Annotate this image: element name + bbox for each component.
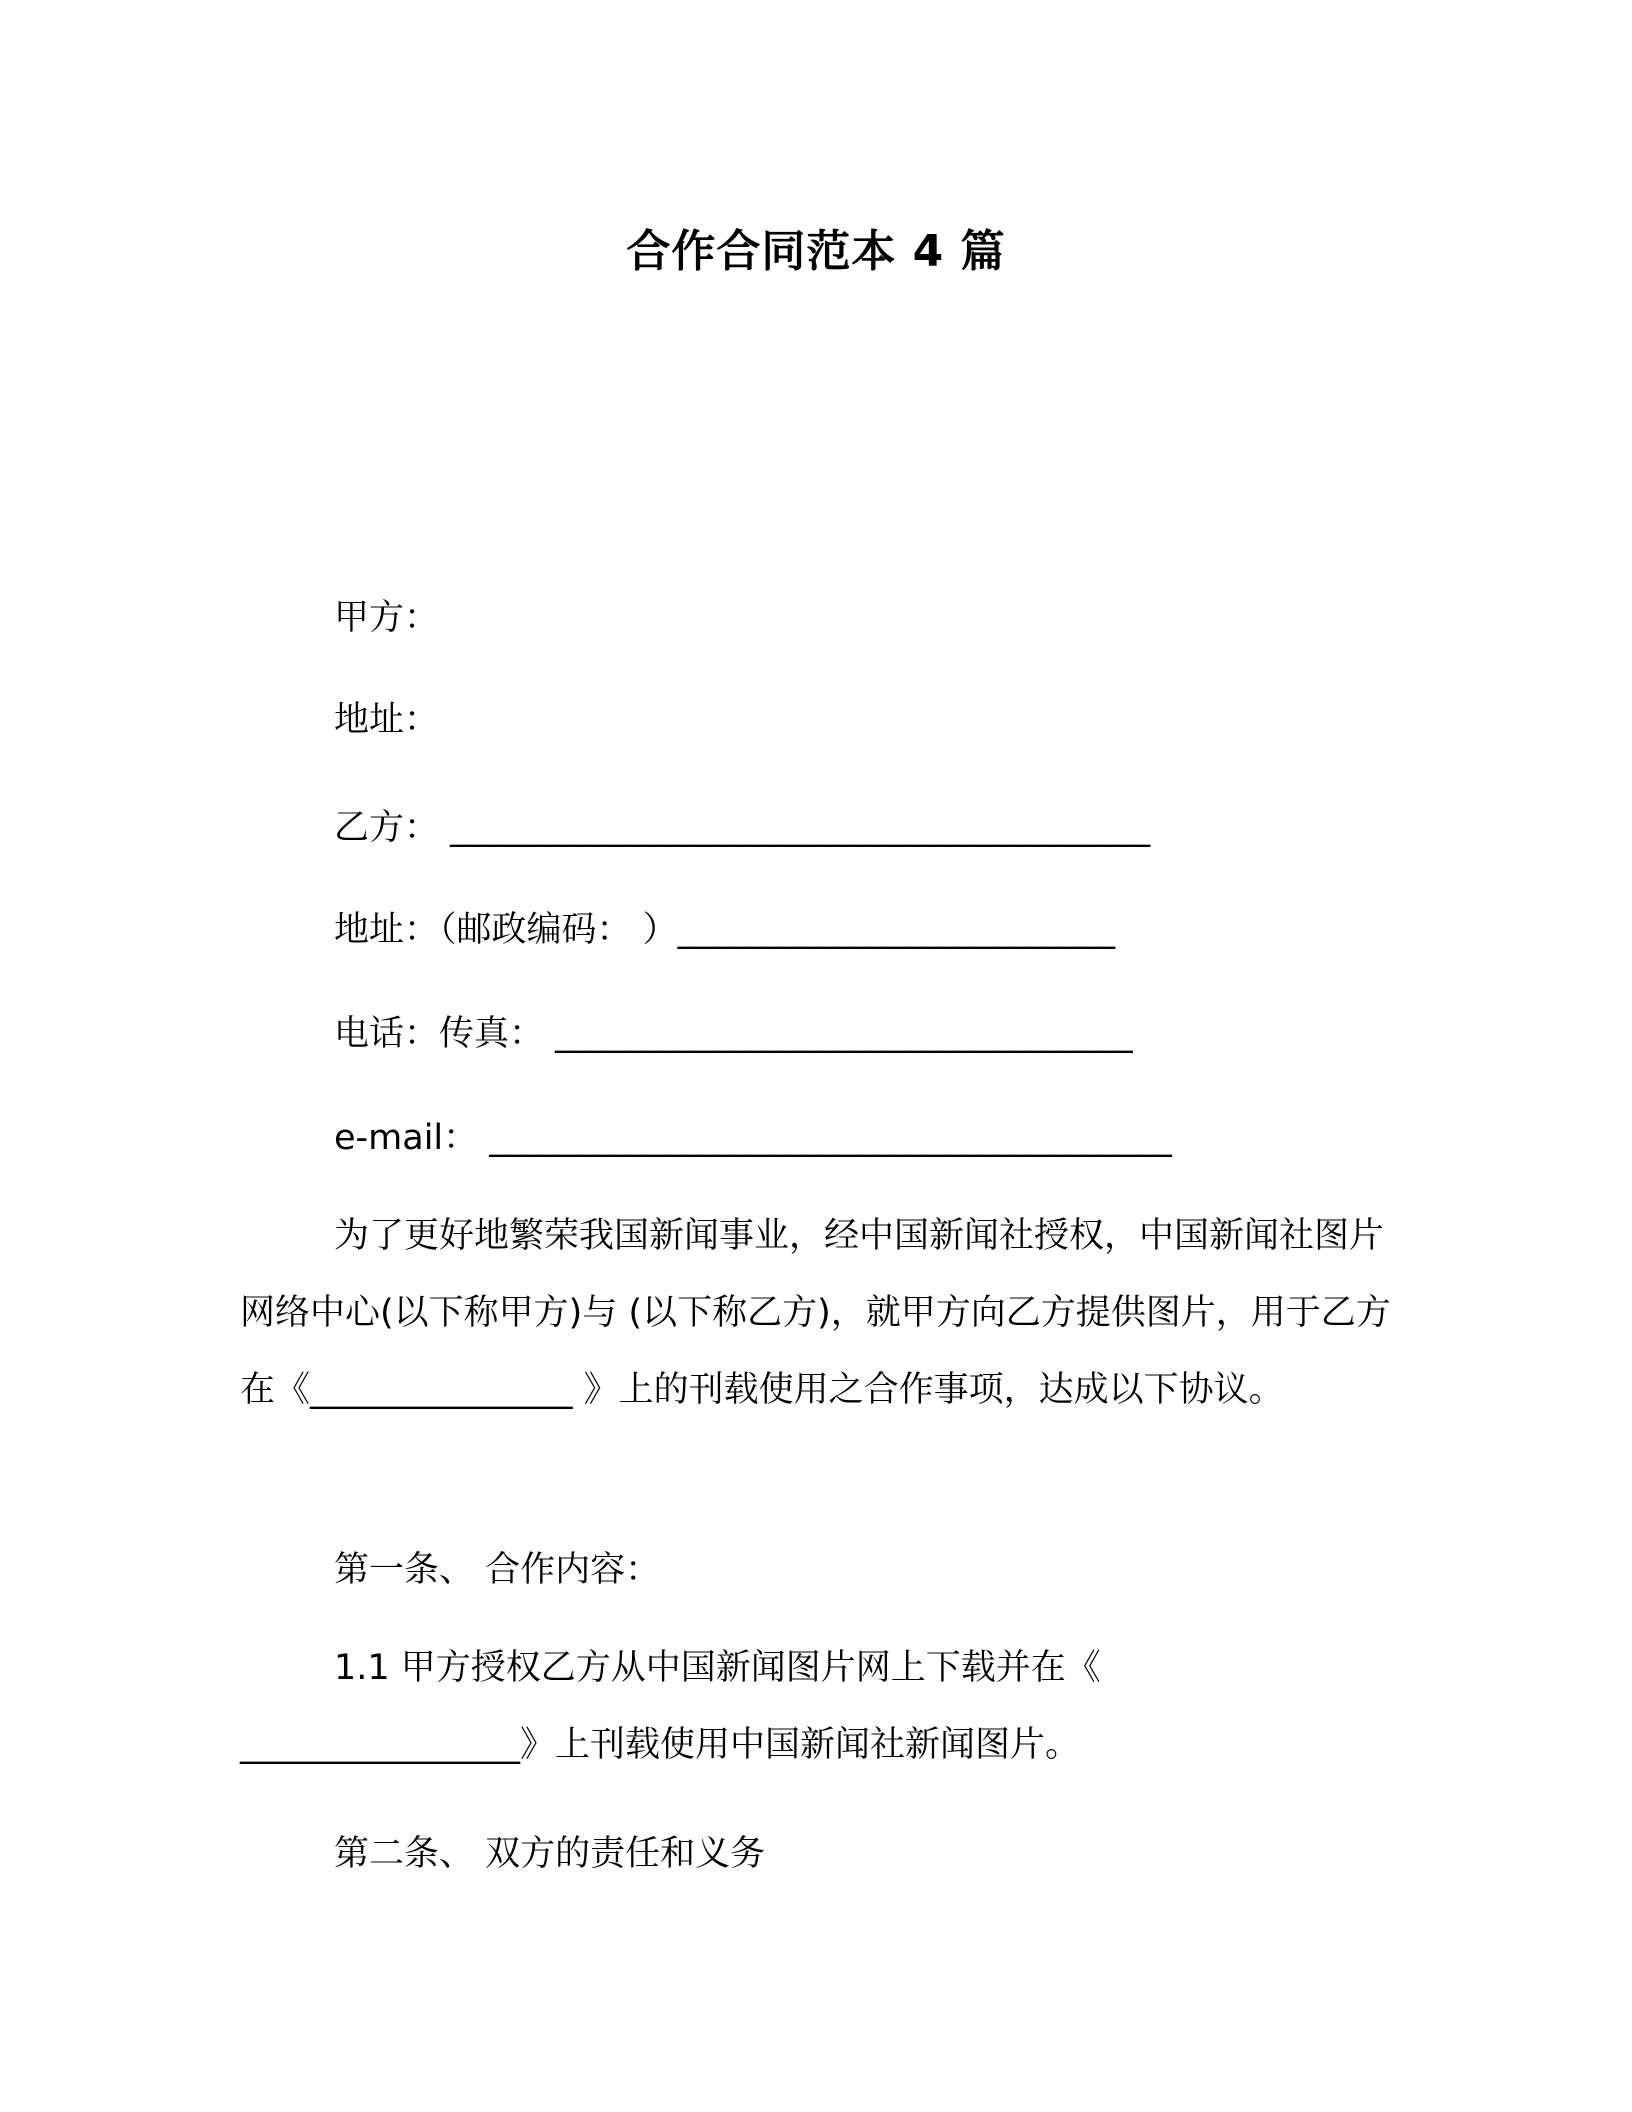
party-a-field: 甲方： (334, 598, 440, 638)
phone-fax-field: 电话：传真： _________________________________ (334, 1014, 1133, 1054)
document-title: 合作合同范本 4 篇 (626, 226, 1006, 277)
address-a-field: 地址： (334, 700, 440, 740)
party-b-field: 乙方： ________________________________________ (334, 808, 1151, 848)
email-field: e-mail： _______________________________________ (334, 1118, 1172, 1158)
intro-paragraph: 为了更好地繁荣我国新闻事业，经中国新闻社授权，中国新闻社图片网络中心(以下称甲方)与 (以下称乙方)，就甲方向乙方提供图片，用于乙方在《_______________ 》上的刊载使用之合作事项，达成以下协议。 (240, 1216, 1391, 1410)
address-b-field: 地址：（邮政编码： ）_________________________ (334, 910, 1116, 950)
clause-1-1: 1.1 甲方授权乙方从中国新闻图片网上下载并在《 ________________》上刊载使用中国新闻社新闻图片。 (240, 1648, 1101, 1765)
article-1-heading: 第一条、 合作内容： (334, 1550, 661, 1590)
article-2-heading: 第二条、 双方的责任和义务 (334, 1834, 766, 1874)
